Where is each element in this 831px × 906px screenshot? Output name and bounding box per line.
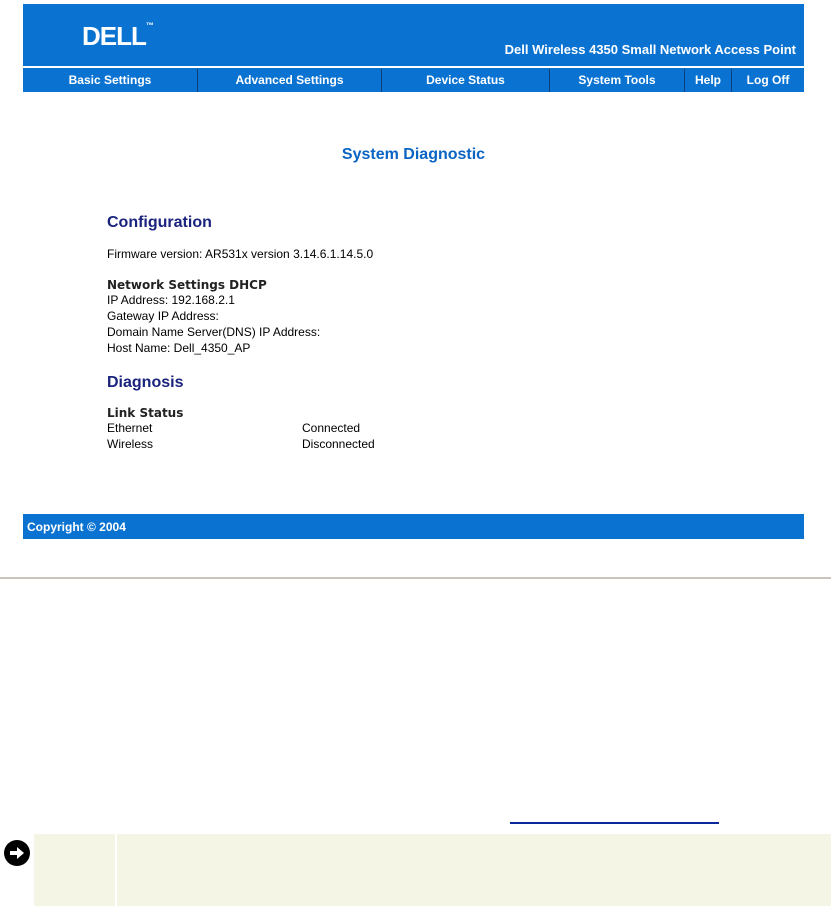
nav-help[interactable]: Help (685, 69, 732, 92)
nav-log-off[interactable]: Log Off (746, 73, 790, 87)
diagnostic-content (107, 214, 787, 452)
ip-address: IP Address: 192.168.2.1 (107, 293, 235, 307)
dns-ip: Domain Name Server(DNS) IP Address: (107, 325, 321, 339)
gateway-ip: Gateway IP Address: (107, 309, 219, 323)
notice-box (0, 834, 831, 906)
notice-body (34, 834, 831, 906)
link-name: Wireless (107, 437, 154, 451)
link-status-row (107, 436, 787, 452)
network-settings-heading: Network Settings DHCP (107, 278, 267, 292)
main-nav (23, 68, 804, 92)
link-status: Connected (302, 421, 361, 435)
nav-system-tools[interactable]: System Tools (550, 69, 685, 92)
product-name: Dell Wireless 4350 Small Network Access Point (504, 42, 796, 57)
router-admin-frame (23, 4, 804, 541)
link-status: Disconnected (302, 437, 375, 451)
arrow-right-circle-icon (4, 840, 30, 866)
nav-advanced-settings[interactable]: Advanced Settings (198, 69, 382, 92)
diagnosis-heading: Diagnosis (107, 374, 184, 391)
footer-bar (23, 514, 804, 539)
header-banner (23, 4, 804, 66)
hyperlink-underline[interactable] (510, 822, 719, 824)
link-status-heading: Link Status (107, 406, 184, 420)
horizontal-rule (0, 577, 831, 579)
notice-divider (115, 834, 117, 906)
nav-basic-settings[interactable]: Basic Settings (23, 69, 198, 92)
notice-icon-cell (0, 834, 34, 906)
configuration-heading: Configuration (107, 214, 212, 231)
link-name: Ethernet (107, 421, 153, 435)
firmware-version: Firmware version: AR531x version 3.14.6.1.14.5.0 (107, 247, 374, 261)
page-title: System Diagnostic (341, 146, 486, 163)
dell-logo: DELL™ (82, 21, 154, 51)
nav-device-status[interactable]: Device Status (382, 69, 550, 92)
host-name: Host Name: Dell_4350_AP (107, 341, 251, 355)
link-status-row (107, 420, 787, 436)
copyright-text: Copyright © 2004 (27, 520, 126, 534)
